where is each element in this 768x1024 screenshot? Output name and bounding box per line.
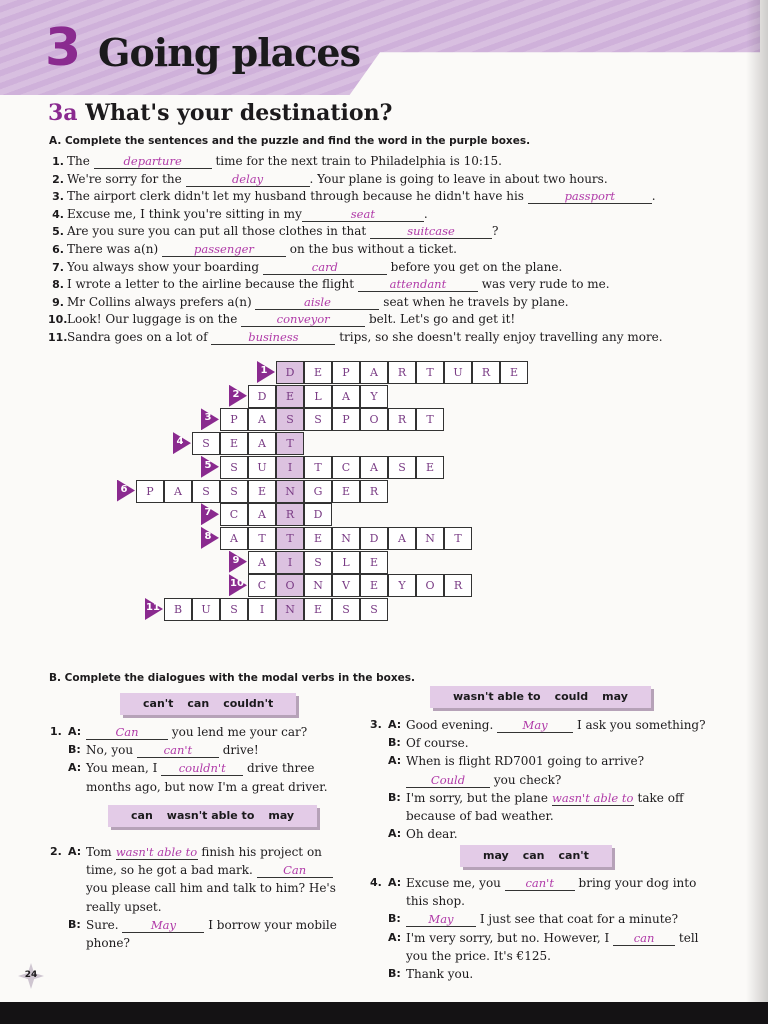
dialogue-3: 3. A: Good evening. May I ask you something? B: Of course. A: When is flight RD7001 going to arrive? Could you check? B: I'm sorry, but the plane wasn't able to take off because of bad weather. A: Oh dear. <box>370 718 706 842</box>
puzzle-cell[interactable]: P <box>136 480 164 503</box>
dialogue-4: 4. A: Excuse me, you can't bring your dog into this shop. B: May I just see that coat for a minute? A: I'm very sorry, but no. However, I can tell you the price. It's €125. B: Thank you. <box>370 876 699 981</box>
puzzle-cell[interactable]: R <box>444 574 472 597</box>
puzzle-cell[interactable]: A <box>360 361 388 384</box>
puzzle-cell[interactable]: S <box>192 480 220 503</box>
section-title <box>48 100 392 126</box>
sentence: 7. You always show your boarding card before you get on the plane. <box>52 259 563 274</box>
answer-blank[interactable]: seat <box>302 208 424 222</box>
puzzle-cell[interactable]: P <box>332 361 360 384</box>
puzzle-cell[interactable]: U <box>248 456 276 479</box>
puzzle-cell[interactable]: R <box>388 361 416 384</box>
answer-blank[interactable]: can't <box>137 744 219 758</box>
answer-blank[interactable]: Could <box>406 774 490 788</box>
puzzle-cell[interactable]: Y <box>388 574 416 597</box>
puzzle-cell[interactable]: E <box>500 361 528 384</box>
puzzle-cell[interactable]: L <box>304 385 332 408</box>
puzzle-cell[interactable]: S <box>388 456 416 479</box>
sentence: 2. We're sorry for the delay . Your plane is going to leave in about two hours. <box>52 171 608 186</box>
answer-blank[interactable]: can't <box>505 877 575 891</box>
answer-blank[interactable]: wasn't able to <box>552 790 634 805</box>
puzzle-cell[interactable]: E <box>304 527 332 550</box>
puzzle-key-cell[interactable]: D <box>276 361 304 384</box>
clue-number: 2 <box>232 388 240 400</box>
answer-blank[interactable]: passenger <box>162 243 286 257</box>
puzzle-cell[interactable]: L <box>332 551 360 574</box>
unit-number: 3 <box>45 18 82 78</box>
puzzle-cell[interactable]: T <box>416 361 444 384</box>
puzzle-cell[interactable]: S <box>304 408 332 431</box>
puzzle-cell[interactable]: A <box>248 551 276 574</box>
clue-number: 7 <box>204 507 212 519</box>
answer-blank[interactable]: May <box>406 913 476 927</box>
puzzle-cell[interactable]: E <box>416 456 444 479</box>
sentence: 5. Are you sure you can put all those clothes in that suitcase ? <box>52 224 499 239</box>
sentence: 1. The departure time for the next train to Philadelphia is 10:15. <box>52 154 502 168</box>
puzzle-cell[interactable]: E <box>304 361 332 384</box>
puzzle-cell[interactable]: N <box>416 527 444 550</box>
page-number: 24 <box>18 963 44 989</box>
sentence: 8. I wrote a letter to the airline because the flight attendant was very rude to me. <box>52 277 610 292</box>
section-title-text: What's your destination? <box>85 100 393 126</box>
puzzle-cell[interactable]: E <box>304 598 332 621</box>
puzzle-cell[interactable]: Y <box>360 385 388 408</box>
clue-number: 4 <box>176 436 184 448</box>
puzzle-key-cell[interactable]: I <box>276 551 304 574</box>
word-box-1: can't can couldn't <box>120 693 296 715</box>
puzzle-cell[interactable]: A <box>360 456 388 479</box>
puzzle-cell[interactable]: S <box>360 598 388 621</box>
word-box-4: may can can't <box>460 845 612 867</box>
exercise-b-instruction: B. Complete the dialogues with the modal verbs in the boxes. <box>49 672 416 684</box>
answer-blank[interactable]: card <box>263 261 387 275</box>
answer-blank[interactable]: aisle <box>255 296 379 310</box>
unit-title: Going places <box>98 30 360 75</box>
puzzle-cell[interactable]: S <box>220 480 248 503</box>
puzzle-cell[interactable]: C <box>332 456 360 479</box>
puzzle-cell[interactable]: P <box>332 408 360 431</box>
dialogue-2: 2. A: Tom wasn't able to finish his project on time, so he got a bad mark. Can you please call him and talk to him? He's really upset. B: Sure. May I borrow your mobile phone? <box>50 845 337 950</box>
puzzle-key-cell[interactable]: O <box>276 574 304 597</box>
section-code: 3a <box>48 100 78 126</box>
puzzle-cell[interactable]: A <box>248 503 276 526</box>
puzzle-cell[interactable]: N <box>304 574 332 597</box>
puzzle-cell[interactable]: A <box>164 480 192 503</box>
dialogue-1: 1. A: Can you lend me your car? B: No, you can't drive! A: You mean, I couldn't drive three months ago, but now I'm a great driver. <box>50 725 328 794</box>
puzzle-cell[interactable]: E <box>360 574 388 597</box>
sentence-list <box>48 153 738 347</box>
puzzle-key-cell[interactable]: R <box>276 503 304 526</box>
puzzle-cell[interactable]: T <box>248 527 276 550</box>
sentence: 3. The airport clerk didn't let my husband through because he didn't have his passport . <box>52 189 656 204</box>
exercise-a-instruction: A. Complete the sentences and the puzzle and find the word in the purple boxes. <box>49 135 531 147</box>
sentence: 10.Look! Our luggage is on the conveyor belt. Let's go and get it! <box>48 312 516 327</box>
puzzle-cell[interactable]: S <box>220 598 248 621</box>
puzzle-cell[interactable]: A <box>332 385 360 408</box>
answer-blank[interactable]: can <box>613 932 675 946</box>
puzzle-cell[interactable]: U <box>192 598 220 621</box>
puzzle-cell[interactable]: E <box>332 480 360 503</box>
clue-number: 11 <box>146 602 160 613</box>
answer-blank[interactable]: attendant <box>358 278 478 292</box>
puzzle-cell[interactable]: A <box>220 527 248 550</box>
puzzle-cell[interactable]: R <box>360 480 388 503</box>
puzzle-cell[interactable]: T <box>304 456 332 479</box>
puzzle-key-cell[interactable]: T <box>276 527 304 550</box>
sentence: 4. Excuse me, I think you're sitting in my seat . <box>52 206 428 221</box>
puzzle-cell[interactable]: S <box>192 432 220 455</box>
answer-blank[interactable]: couldn't <box>161 762 243 776</box>
puzzle-key-cell[interactable]: N <box>276 480 304 503</box>
puzzle-cell[interactable]: D <box>360 527 388 550</box>
puzzle-key-cell[interactable]: S <box>276 408 304 431</box>
answer-blank[interactable]: suitcase <box>370 225 492 239</box>
puzzle-cell[interactable]: S <box>220 456 248 479</box>
puzzle-cell[interactable]: B <box>164 598 192 621</box>
puzzle-cell[interactable]: A <box>248 432 276 455</box>
word-box-2: can wasn't able to may <box>108 805 317 827</box>
puzzle-cell[interactable]: A <box>388 527 416 550</box>
puzzle-cell[interactable]: U <box>444 361 472 384</box>
puzzle-key-cell[interactable]: T <box>276 432 304 455</box>
puzzle-key-cell[interactable]: E <box>276 385 304 408</box>
clue-number: 1 <box>260 365 268 376</box>
puzzle-cell[interactable]: S <box>332 598 360 621</box>
puzzle-cell[interactable]: A <box>248 408 276 431</box>
puzzle-cell[interactable]: D <box>248 385 276 408</box>
puzzle-cell[interactable]: E <box>248 480 276 503</box>
page-spine-shadow <box>746 0 768 1024</box>
answer-blank[interactable]: departure <box>94 155 212 169</box>
answer-blank[interactable]: passport <box>528 190 652 204</box>
answer-blank[interactable]: delay <box>186 173 310 187</box>
puzzle-cell[interactable]: T <box>416 408 444 431</box>
sentence: 6. There was a(n) passenger on the bus without a ticket. <box>52 241 457 256</box>
puzzle-key-cell[interactable]: I <box>276 456 304 479</box>
sentence: 9. Mr Collins always prefers a(n) aisle seat when he travels by plane. <box>52 294 569 309</box>
answer-blank[interactable]: wasn't able to <box>115 845 198 859</box>
clue-number: 3 <box>204 412 212 424</box>
answer-blank[interactable]: conveyor <box>241 313 365 327</box>
puzzle-cell[interactable]: S <box>304 551 332 574</box>
clue-number: 8 <box>204 530 212 542</box>
puzzle-cell[interactable]: E <box>360 551 388 574</box>
clue-number: 6 <box>120 483 128 495</box>
answer-blank[interactable]: Can <box>257 864 333 878</box>
sentence: 11.Sandra goes on a lot of business trips, so she doesn't really enjoy travelling any more. <box>48 329 663 344</box>
puzzle-cell[interactable]: I <box>248 598 276 621</box>
puzzle-cell[interactable]: E <box>220 432 248 455</box>
puzzle-cell[interactable]: R <box>388 408 416 431</box>
puzzle-cell[interactable]: C <box>220 503 248 526</box>
answer-blank[interactable]: May <box>122 919 204 933</box>
puzzle-cell[interactable]: N <box>332 527 360 550</box>
clue-number: 10 <box>230 578 244 590</box>
puzzle-cell[interactable]: C <box>248 574 276 597</box>
puzzle-cell[interactable]: D <box>304 503 332 526</box>
answer-blank[interactable]: May <box>497 719 573 733</box>
puzzle-cell[interactable]: O <box>360 408 388 431</box>
puzzle-cell[interactable]: V <box>332 574 360 597</box>
answer-blank[interactable]: Can <box>86 726 168 740</box>
puzzle-cell[interactable]: T <box>444 527 472 550</box>
bottom-edge <box>0 1002 768 1024</box>
puzzle-cell[interactable]: P <box>220 408 248 431</box>
puzzle-key-cell[interactable]: N <box>276 598 304 621</box>
clue-number: 9 <box>232 554 240 566</box>
clue-number: 5 <box>204 459 212 471</box>
puzzle-cell[interactable]: G <box>304 480 332 503</box>
word-box-3: wasn't able to could may <box>430 686 651 708</box>
answer-blank[interactable]: business <box>211 331 335 345</box>
puzzle-cell[interactable]: R <box>472 361 500 384</box>
puzzle-cell[interactable]: O <box>416 574 444 597</box>
